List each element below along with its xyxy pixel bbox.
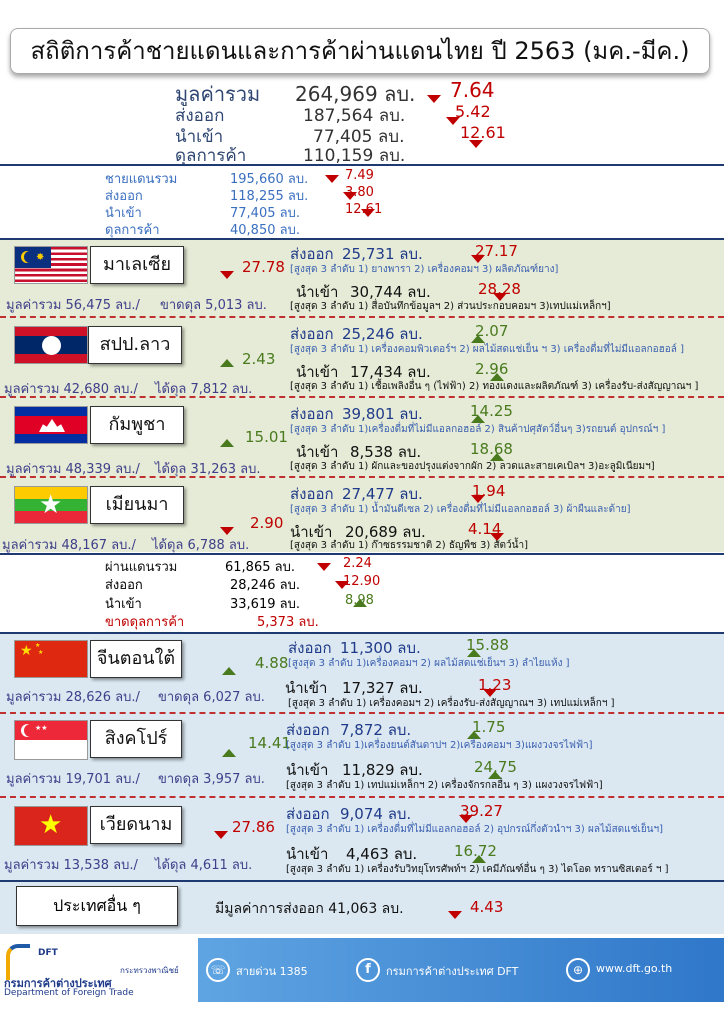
- country-balance: ได้ดุล 4,611 ลบ.: [155, 858, 253, 873]
- transit-summary: [105, 556, 405, 630]
- others-text: มีมูลค่าการส่งออก 41,063 ลบ.: [215, 901, 404, 917]
- import-label: นำเข้า: [286, 761, 329, 779]
- transit-total-change: 2.24: [343, 556, 372, 571]
- country-change: 4.88: [255, 654, 289, 672]
- export-value: 25,731 ลบ.: [342, 245, 423, 263]
- country-row-myanmar: [0, 480, 724, 552]
- export-top-items: [สูงสุด 3 ลำดับ 1)เครื่องคอมฯ 2) ผลไม้สดแช่เย็นฯ 3) ลำไยแห้ง ]: [288, 658, 570, 669]
- facebook-icon: f: [356, 958, 380, 982]
- summary-import-label: นำเข้า: [175, 127, 224, 147]
- export-change: 27.17: [475, 242, 518, 260]
- country-name: เมียนมา: [90, 486, 184, 524]
- export-label: ส่งออก: [286, 721, 330, 739]
- website-link[interactable]: www.dft.go.th: [596, 962, 673, 975]
- transit-total-value: 61,865 ลบ.: [225, 560, 295, 575]
- export-label: ส่งออก: [286, 805, 330, 823]
- export-value: 39,801 ลบ.: [342, 405, 423, 423]
- import-value: 30,744 ลบ.: [350, 283, 431, 301]
- export-value: 11,300 ลบ.: [340, 639, 421, 657]
- export-label: ส่งออก: [288, 639, 332, 657]
- export-value: 7,872 ลบ.: [340, 721, 412, 739]
- border-export-change: 3.80: [345, 185, 374, 200]
- export-change: 15.88: [466, 636, 509, 654]
- export-top-items: [สูงสุด 3 ลำดับ 1) ยางพารา 2) เครื่องคอมฯ 3) ผลิตภัณฑ์ยาง]: [290, 264, 559, 275]
- country-total: มูลค่ารวม 56,475 ลบ./: [6, 298, 140, 313]
- country-name: จีนตอนใต้: [90, 640, 182, 678]
- import-top-items: [สูงสุด 3 ลำดับ 1) ก๊าซธรรมชาติ 2) ธัญพืช 3) สัตว์น้ำ]: [290, 540, 529, 551]
- transit-import-label: นำเข้า: [105, 597, 142, 612]
- summary-export-value: 187,564 ลบ.: [303, 106, 406, 126]
- border-import-change: 12.61: [345, 202, 383, 217]
- dept-en-label: Department of Foreign Trade: [4, 988, 134, 998]
- country-change: 2.90: [250, 514, 284, 532]
- country-total: มูลค่ารวม 28,626 ลบ./: [6, 690, 140, 705]
- import-top-items: [สูงสุด 3 ลำดับ 1) สื่อบันทึกข้อมูลฯ 2) ส่วนประกอบคอมฯ 3)เทปแม่เหล็กฯ]: [290, 301, 611, 312]
- country-change: 27.78: [242, 258, 285, 276]
- transit-export-value: 28,246 ลบ.: [230, 578, 300, 593]
- country-balance: ขาดดุล 5,013 ลบ.: [160, 298, 267, 313]
- country-total: มูลค่ารวม 42,680 ลบ./: [4, 382, 138, 397]
- border-balance-label: ดุลการค้า: [105, 223, 160, 238]
- import-label: นำเข้า: [296, 363, 339, 381]
- country-change: 2.43: [242, 350, 276, 368]
- border-balance-value: 40,850 ลบ.: [230, 223, 300, 238]
- import-change: 2.96: [475, 360, 509, 378]
- border-export-label: ส่งออก: [105, 189, 143, 204]
- border-total-value: 195,660 ลบ.: [230, 172, 309, 187]
- export-label: ส่งออก: [290, 485, 334, 503]
- myanmar-flag-icon: ★: [14, 486, 88, 524]
- import-value: 8,538 ลบ.: [350, 443, 422, 461]
- export-value: 9,074 ลบ.: [340, 805, 412, 823]
- country-balance: ขาดดุล 3,957 ลบ.: [158, 772, 265, 787]
- arrow-down-icon: [220, 271, 234, 279]
- country-row-cambodia: [0, 400, 724, 478]
- export-label: ส่งออก: [290, 325, 334, 343]
- facebook-label[interactable]: กรมการค้าต่างประเทศ DFT: [386, 965, 519, 978]
- transit-export-change: 12.90: [343, 574, 381, 589]
- border-summary: [105, 168, 405, 236]
- arrow-up-icon: [222, 667, 236, 675]
- export-change: 2.07: [475, 322, 509, 340]
- summary-import-value: 77,405 ลบ.: [313, 127, 405, 147]
- border-total-change: 7.49: [345, 168, 374, 183]
- footer-contact-bar: [198, 938, 724, 1002]
- cambodia-flag-icon: [14, 406, 88, 444]
- export-top-items: [สูงสุด 3 ลำดับ 1) เครื่องคอมพิวเตอร์ฯ 2) ผลไม้สดแช่เย็น ฯ 3) เครื่องดื่มที่ไม่มีแอลกอฮอล์ ]: [290, 344, 684, 355]
- others-change: 4.43: [470, 898, 504, 916]
- country-name: สิงคโปร์: [90, 720, 182, 758]
- export-label: ส่งออก: [290, 245, 334, 263]
- arrow-down-icon: [317, 563, 331, 571]
- summary-total-value: 264,969 ลบ.: [295, 82, 416, 106]
- arrow-down-icon: [427, 95, 441, 103]
- country-row-malaysia: [0, 240, 724, 318]
- country-name: สปป.ลาว: [88, 326, 182, 364]
- dept-th-label: กรมการค้าต่างประเทศ: [4, 977, 112, 990]
- import-top-items: [สูงสุด 3 ลำดับ 1) เชื้อเพลิงอื่น ๆ (ไฟฟ้า) 2) ทองแดงและผลิตภัณฑ์ 3) เครื่องรับ-ส่งสัญญาณฯ ]: [290, 381, 699, 392]
- hotline-label: สายด่วน 1385: [236, 965, 308, 978]
- import-change: 4.14: [468, 520, 502, 538]
- import-label: นำเข้า: [286, 845, 329, 863]
- export-change: 14.25: [470, 402, 513, 420]
- laos-flag-icon: [14, 326, 88, 364]
- export-change: 1.94: [472, 482, 506, 500]
- summary-export-label: ส่งออก: [175, 106, 225, 126]
- country-row-south-china: [0, 634, 724, 714]
- arrow-down-icon: [325, 175, 339, 183]
- country-balance: ได้ดุล 7,812 ลบ.: [155, 382, 253, 397]
- transit-balance-label: ขาดดุลการค้า: [105, 615, 185, 630]
- country-change: 14.41: [248, 734, 291, 752]
- country-total: มูลค่ารวม 19,701 ลบ./: [6, 772, 140, 787]
- country-change: 27.86: [232, 818, 275, 836]
- vietnam-flag-icon: ★: [14, 806, 88, 846]
- country-balance: ได้ดุล 31,263 ลบ.: [155, 462, 261, 477]
- import-value: 17,327 ลบ.: [342, 679, 423, 697]
- border-import-value: 77,405 ลบ.: [230, 206, 300, 221]
- divider: [0, 880, 724, 882]
- import-top-items: [สูงสุด 3 ลำดับ 1) เทปแม่เหล็กฯ 2) เครื่องจักรกลอื่น ๆ 3) แผงวงจรไฟฟ้า]: [286, 780, 603, 791]
- country-total: มูลค่ารวม 48,339 ลบ./: [6, 462, 140, 477]
- country-total: มูลค่ารวม 48,167 ลบ./: [2, 538, 136, 553]
- country-name: มาเลเซีย: [90, 246, 184, 284]
- country-row-laos: [0, 320, 724, 398]
- summary-import-change: 12.61: [460, 123, 506, 142]
- transit-total-label: ผ่านแดนรวม: [105, 560, 178, 575]
- summary-total-change: 7.64: [450, 78, 495, 102]
- import-value: 11,829 ลบ.: [342, 761, 423, 779]
- footer-logo-area: [0, 934, 200, 1004]
- arrow-up-icon: [220, 439, 234, 447]
- import-change: 18.68: [470, 440, 513, 458]
- import-top-items: [สูงสุด 3 ลำดับ 1) เครื่องคอมฯ 2) เครื่องรับ-ส่งสัญญาณฯ 3) เทปแม่เหล็กฯ ]: [288, 698, 615, 709]
- country-name: เวียดนาม: [90, 806, 182, 844]
- country-balance: ได้ดุล 6,788 ลบ.: [152, 538, 250, 553]
- import-top-items: [สูงสุด 3 ลำดับ 1) เครื่องรับวิทยุโทรศัพท์ฯ 2) เคมีภัณฑ์อื่น ๆ 3) ไดโอด ทรานซิสเตอร์ ฯ ]: [286, 864, 669, 875]
- export-change: 1.75: [472, 718, 506, 736]
- export-top-items: [สูงสุด 3 ลำดับ 1) น้ำมันดีเซล 2) เครื่องดื่มที่ไม่มีแอลกอฮอล์ 3) ผ้าผืนและด้าย]: [290, 504, 631, 515]
- arrow-up-icon: [220, 359, 234, 367]
- border-total-label: ชายแดนรวม: [105, 172, 178, 187]
- country-balance: ขาดดุล 6,027 ลบ.: [158, 690, 265, 705]
- arrow-up-icon: [222, 749, 236, 757]
- export-top-items: [สูงสุด 3 ลำดับ 1)เครื่องยนต์สันดาปฯ 2)เครื่องคอมฯ 3)แผงวงจรไฟฟ้า]: [286, 740, 593, 751]
- arrow-down-icon: [214, 831, 228, 839]
- transit-export-label: ส่งออก: [105, 578, 143, 593]
- globe-icon: ⊕: [566, 958, 590, 982]
- import-top-items: [สูงสุด 3 ลำดับ 1) ผักและของปรุงแต่งจากผัก 2) ลวดและสายเคเบิลฯ 3)อะลูมิเนียมฯ]: [290, 461, 655, 472]
- page-title: สถิติการค้าชายแดนและการค้าผ่านแดนไทย ปี 2563 (มค.-มีค.): [10, 28, 710, 74]
- divider: [0, 164, 724, 166]
- summary-total-label: มูลค่ารวม: [175, 82, 261, 106]
- border-export-value: 118,255 ลบ.: [230, 189, 309, 204]
- transit-balance-value: 5,373 ลบ.: [257, 615, 319, 630]
- import-label: นำเข้า: [285, 679, 328, 697]
- export-top-items: [สูงสุด 3 ลำดับ 1) เครื่องดื่มที่ไม่มีแอลกอฮอล์ 2) อุปกรณ์กึ่งตัวนำฯ 3) ผลไม้สดแช่เย็นฯ]: [286, 824, 664, 835]
- export-value: 25,246 ลบ.: [342, 325, 423, 343]
- import-label: นำเข้า: [296, 283, 339, 301]
- malaysia-flag-icon: ✸: [14, 246, 88, 284]
- country-name: กัมพูชา: [90, 406, 184, 444]
- ministry-label: กระทรวงพาณิชย์: [120, 966, 179, 975]
- export-value: 27,477 ลบ.: [342, 485, 423, 503]
- transit-import-value: 33,619 ลบ.: [230, 597, 300, 612]
- summary-export-change: 5.42: [455, 102, 491, 121]
- summary-balance-label: ดุลการค้า: [175, 146, 247, 166]
- import-change: 1.23: [478, 676, 512, 694]
- import-change: 16.72: [454, 842, 497, 860]
- import-change: 28.28: [478, 280, 521, 298]
- country-change: 15.01: [245, 428, 288, 446]
- summary-balance-value: 110,159 ลบ.: [303, 146, 406, 166]
- country-total: มูลค่ารวม 13,538 ลบ./: [4, 858, 138, 873]
- import-change: 24.75: [474, 758, 517, 776]
- transit-import-change: 8.98: [345, 593, 374, 608]
- export-label: ส่งออก: [290, 405, 334, 423]
- import-value: 4,463 ลบ.: [346, 845, 418, 863]
- export-top-items: [สูงสุด 3 ลำดับ 1)เครื่องดื่มที่ไม่มีแอลกอฮอล์ 2) สินค้าปศุสัตว์อื่นๆ 3)รถยนต์ อุปกรณ์ฯ ]: [290, 424, 666, 435]
- country-row-singapore: [0, 716, 724, 798]
- china-flag-icon: ★ ★ ★: [14, 640, 88, 678]
- export-change: 39.27: [460, 802, 503, 820]
- import-value: 17,434 ลบ.: [350, 363, 431, 381]
- singapore-flag-icon: ★★: [14, 720, 88, 760]
- import-label: นำเข้า: [296, 443, 339, 461]
- others-label: ประเทศอื่น ๆ: [16, 886, 178, 926]
- phone-icon: ☏: [206, 958, 230, 982]
- divider: [0, 553, 724, 555]
- border-import-label: นำเข้า: [105, 206, 142, 221]
- country-row-vietnam: [0, 800, 724, 880]
- import-label: นำเข้า: [290, 523, 333, 541]
- dft-logo-text: DFT: [38, 948, 58, 958]
- summary-block: [175, 78, 535, 166]
- arrow-down-icon: [448, 911, 462, 919]
- import-value: 20,689 ลบ.: [345, 523, 426, 541]
